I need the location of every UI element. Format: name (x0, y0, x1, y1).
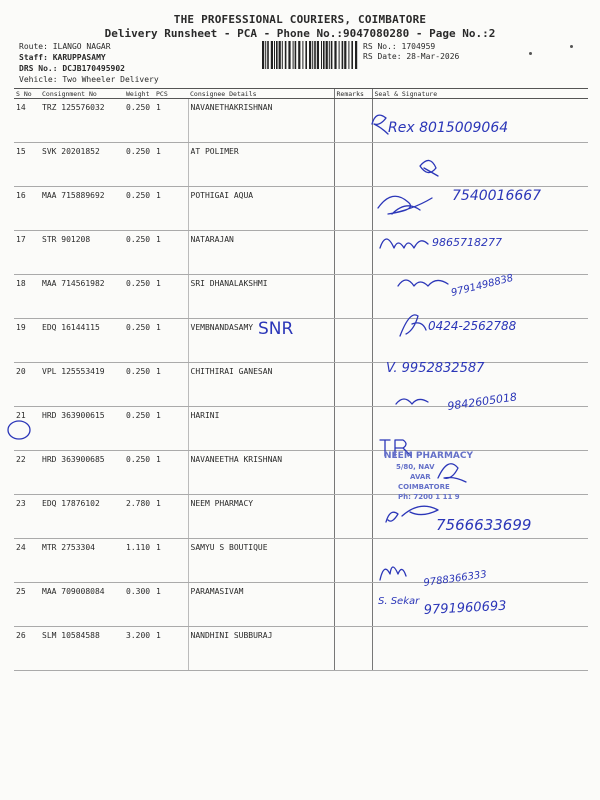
row-pcs: 1 (154, 99, 188, 143)
row-pcs: 1 (154, 319, 188, 363)
barcode-bar (317, 41, 319, 69)
table-row (14, 451, 588, 495)
row-consignee: NAVANETHAKRISHNAN (188, 99, 334, 143)
barcode-bar (312, 41, 313, 69)
row-sno: 26 (14, 627, 40, 671)
stamp-address: AVAR (410, 473, 431, 481)
stamp-city: COIMBATORE (398, 483, 450, 491)
row-weight: 3.200 (124, 627, 154, 671)
table-row (14, 407, 588, 451)
row-seal-signature (372, 272, 588, 319)
row-sno: 17 (14, 231, 40, 275)
row-seal-signature (372, 495, 588, 539)
row-consignment-no: MAA 709008084 (40, 583, 124, 627)
table-row (14, 231, 588, 275)
row-consignment-no: SVK 20201852 (40, 143, 124, 187)
row-weight: 2.780 (124, 495, 154, 539)
barcode-bar (344, 41, 346, 69)
row-pcs: 1 (154, 627, 188, 671)
row-pcs: 1 (154, 451, 188, 495)
col-weight: Weight (124, 89, 154, 99)
row-consignment-no: MTR 2753304 (40, 539, 124, 583)
row-remarks (334, 539, 372, 583)
row-weight: 0.300 (124, 583, 154, 627)
row-remarks (334, 187, 372, 231)
row-sno: 20 (14, 363, 40, 407)
row-consignee: AT POLIMER (188, 143, 334, 187)
barcode-bar (326, 41, 328, 69)
rs-number: RS No.: 1704959 (363, 42, 436, 51)
header-left-info (19, 41, 159, 85)
barcode-bar (305, 41, 307, 69)
row-weight: 0.250 (124, 451, 154, 495)
row-remarks (334, 275, 372, 319)
handwritten-phone: 0424-2562788 (428, 319, 517, 333)
row-remarks (334, 583, 372, 627)
barcode-bar (276, 41, 278, 69)
barcode-bar (302, 41, 303, 69)
row-consignment-no: EDQ 16144115 (40, 319, 124, 363)
row-pcs: 1 (154, 143, 188, 187)
row-pcs: 1 (154, 231, 188, 275)
barcode-bar (355, 41, 357, 69)
row-pcs: 1 (154, 275, 188, 319)
barcode-bar (295, 41, 297, 69)
barcode-bar (274, 41, 275, 69)
staff-label: Staff: KARUPPASAMY (19, 53, 106, 62)
row-sno: 21 (14, 407, 40, 451)
handwritten-phone: 9791960693 (423, 598, 507, 618)
row-consignee: SRI DHANALAKSHMI (188, 275, 334, 319)
barcode-bar (351, 41, 353, 69)
barcode-bar (309, 41, 311, 69)
table-row (14, 495, 588, 539)
row-consignee: NEEM PHARMACY (188, 495, 334, 539)
barcode-bar (342, 41, 344, 69)
row-consignee: NATARAJAN (188, 231, 334, 275)
row-sno: 16 (14, 187, 40, 231)
handwritten-phone: 9842605018 (446, 390, 518, 413)
row-sno: 22 (14, 451, 40, 495)
barcode-bar (285, 41, 287, 69)
row-consignment-no: TRZ 125576032 (40, 99, 124, 143)
row-weight: 0.250 (124, 231, 154, 275)
route-label: Route: ILANGO NAGAR (19, 42, 111, 51)
row-remarks (334, 451, 372, 495)
row-remarks (334, 627, 372, 671)
col-details: Consignee Details (188, 89, 334, 99)
col-consignment: Consignment No (40, 89, 124, 99)
row-remarks (334, 495, 372, 539)
vehicle-label: Vehicle: Two Wheeler Delivery (19, 75, 159, 84)
table-header-row (14, 89, 588, 99)
runsheet-title: Delivery Runsheet - PCA - Phone No.:9047080280 - Page No.:2 (104, 27, 496, 40)
row-consignment-no: MAA 715889692 (40, 187, 124, 231)
row-consignee: POTHIGAI AQUA (188, 187, 334, 231)
barcode-bar (334, 41, 336, 69)
table-row (14, 187, 588, 231)
handwritten-phone: V. 9952832587 (386, 361, 485, 376)
barcode-bar (271, 41, 273, 69)
row-weight: 0.250 (124, 187, 154, 231)
handwritten-phone: 9791498838 (450, 272, 515, 299)
row-seal-signature (372, 319, 588, 363)
barcode-bar (323, 41, 325, 69)
row-seal-signature (372, 627, 588, 671)
table-row (14, 99, 588, 143)
handwritten-phone: 9865718277 (432, 236, 502, 249)
barcode-bar (293, 41, 294, 69)
col-pcs: PCS (154, 89, 188, 99)
row-seal-signature (372, 451, 588, 495)
row-consignee: SAMYU S BOUTIQUE (188, 539, 334, 583)
handwritten-remark: SNR (258, 319, 294, 339)
barcode-bar (329, 41, 330, 69)
row-consignment-no: HRD 363900685 (40, 451, 124, 495)
barcode-bar (298, 41, 300, 69)
row-pcs: 1 (154, 539, 188, 583)
row-seal-signature (372, 143, 588, 187)
row-seal-signature (372, 99, 588, 143)
row-weight: 0.250 (124, 143, 154, 187)
scan-dot (529, 52, 532, 55)
row-remarks (334, 319, 372, 363)
barcode-bar (339, 41, 340, 69)
barcode-bar (348, 41, 349, 69)
row-consignee: PARAMASIVAM (188, 583, 334, 627)
row-consignment-no: STR 901208 (40, 231, 124, 275)
row-consignee: CHITHIRAI GANESAN (188, 363, 334, 407)
row-seal-signature (372, 407, 588, 451)
company-title: THE PROFESSIONAL COURIERS, COIMBATORE (173, 13, 427, 26)
row-pcs: 1 (154, 187, 188, 231)
row-consignment-no: SLM 10584588 (40, 627, 124, 671)
row-sno: 24 (14, 539, 40, 583)
row-consignee: HARINI (188, 407, 334, 451)
row-sno: 18 (14, 275, 40, 319)
table-row (14, 319, 588, 363)
row-weight: 0.250 (124, 363, 154, 407)
row-seal-signature (372, 187, 588, 231)
barcode-bar (321, 41, 322, 69)
barcode-bar (279, 41, 281, 69)
rs-date: RS Date: 28-Mar-2026 (363, 52, 460, 61)
row-sno: 19 (14, 319, 40, 363)
handwritten-name: S. Sekar (378, 596, 420, 607)
row-pcs: 1 (154, 363, 188, 407)
row-weight: 1.110 (124, 539, 154, 583)
row-sno: 14 (14, 99, 40, 143)
table-row (14, 627, 588, 671)
row-consignment-no: EDQ 17876102 (40, 495, 124, 539)
stamp-phone: Ph: 7200 1 11 9 (398, 493, 460, 501)
row-consignee: NAVANEETHA KRISHNAN (188, 451, 334, 495)
row-pcs: 1 (154, 407, 188, 451)
runsheet-table (14, 88, 588, 671)
stamp-name: NEEM PHARMACY (384, 451, 473, 461)
row-remarks (334, 231, 372, 275)
barcode-bar (314, 41, 316, 69)
row-seal-signature (372, 363, 588, 407)
table-row (14, 143, 588, 187)
row-consignment-no: HRD 363900615 (40, 407, 124, 451)
barcode-bar (265, 41, 266, 69)
row-sno: 15 (14, 143, 40, 187)
drs-number: DRS No.: DCJB170495902 (19, 64, 125, 73)
col-seal: Seal & Signature (372, 89, 588, 99)
row-seal-signature (372, 583, 588, 627)
row-weight: 0.250 (124, 275, 154, 319)
barcode-bar (331, 41, 333, 69)
handwritten-phone: 7540016667 (452, 188, 542, 204)
table-row (14, 275, 588, 319)
row-sno: 25 (14, 583, 40, 627)
row-seal-signature (372, 539, 588, 583)
row-weight: 0.250 (124, 407, 154, 451)
row-sno: 23 (14, 495, 40, 539)
row-remarks (334, 99, 372, 143)
row-pcs: 1 (154, 495, 188, 539)
row-weight: 0.250 (124, 319, 154, 363)
row-remarks (334, 143, 372, 187)
scan-dot (570, 45, 573, 48)
row-seal-signature (372, 231, 588, 275)
row-consignee: NANDHINI SUBBURAJ (188, 627, 334, 671)
handwritten-phone: Rex 8015009064 (388, 120, 509, 136)
barcode-bar (288, 41, 290, 69)
handwritten-phone: 9788366333 (422, 569, 488, 589)
table-row (14, 539, 588, 583)
col-sno: S No (14, 89, 40, 99)
row-pcs: 1 (154, 583, 188, 627)
col-remarks: Remarks (334, 89, 372, 99)
row-consignment-no: VPL 125553419 (40, 363, 124, 407)
barcode-bar (282, 41, 283, 69)
row-weight: 0.250 (124, 99, 154, 143)
table-row (14, 363, 588, 407)
stamp-address: 5/80, NAV (396, 463, 435, 471)
row-remarks (334, 363, 372, 407)
table-row (14, 583, 588, 627)
handwritten-phone: 7566633699 (436, 516, 532, 534)
barcode-bar (267, 41, 269, 69)
row-consignment-no: MAA 714561982 (40, 275, 124, 319)
row-remarks (334, 407, 372, 451)
barcode-bar (262, 41, 264, 69)
barcode (262, 41, 360, 69)
row-consignee: VEMBNANDASAMY (188, 319, 334, 363)
